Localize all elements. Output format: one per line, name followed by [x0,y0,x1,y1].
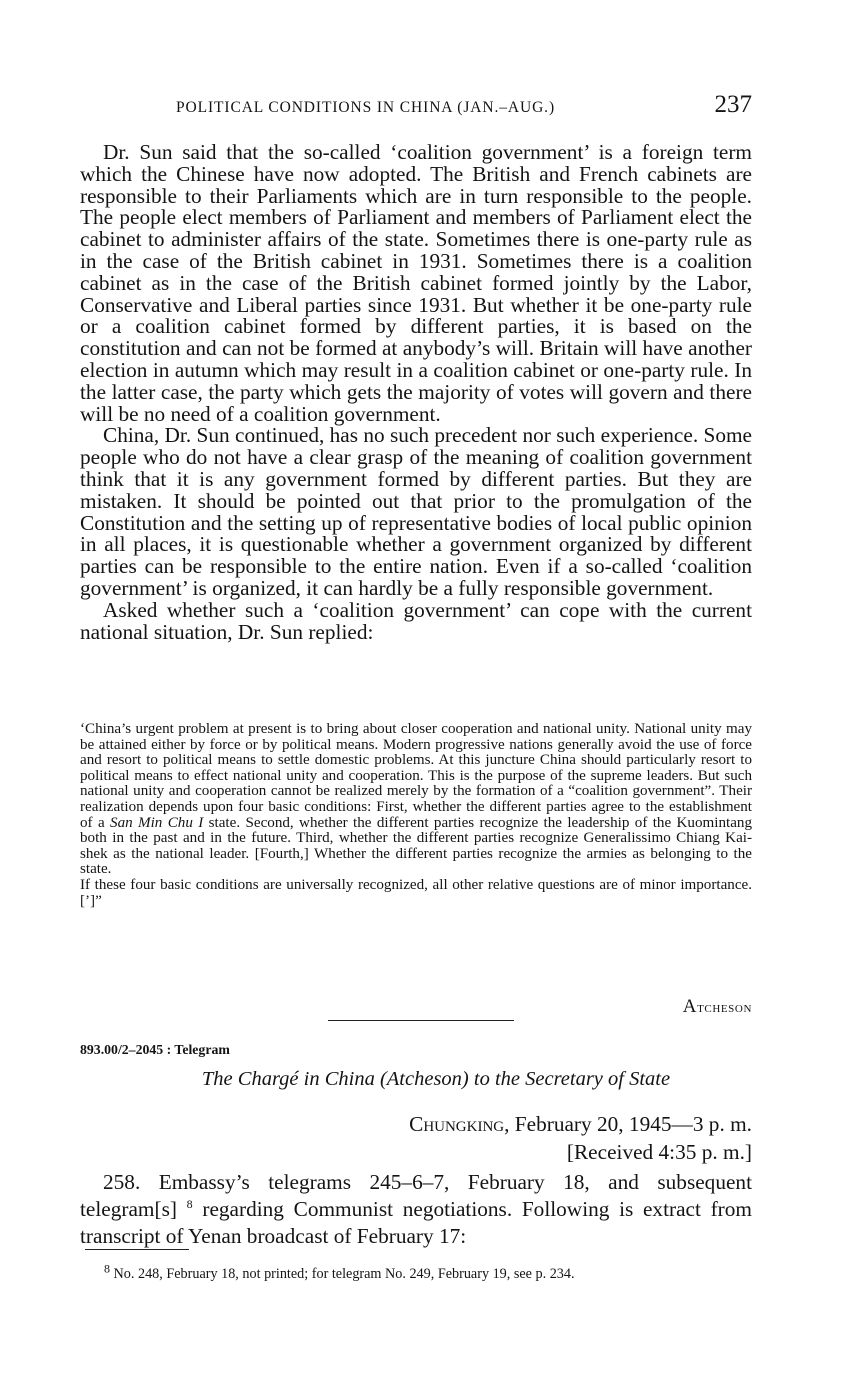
footnote-text: No. 248, February 18, not printed; for telegram No. 249, February 19, see p. 234. [110,1266,575,1282]
file-reference: 893.00/2–2045 : Telegram [80,1042,230,1057]
running-head [80,93,752,127]
paragraph-sun-reply-intro: Asked whether such a ‘coalition government’ can cope with the current national situation, Dr. Sun replied: [80,597,752,644]
paragraph-coalition-definition: Dr. Sun said that the so-called ‘coalition government’ is a foreign term which the Chinese have now adopted. The British and French cabinets are responsible to their Parliaments which are in turn responsible to the people. The people elect members of Parliament and members of Parliament elect the cabinet to administer affairs of the state. Sometimes there is one-party rule as in the case of the British cabinet in 1931. Sometimes there is a coalition cabinet as in the case of the British cabinet formed jointly by the Labor, Conservative and Liberal parties since 1931. But whether it be one-party rule or a coalition cabinet formed by different parties, it is based on the constitution and can not be formed at anybody’s will. Britain will have another election in autumn which may result in a coalition cabinet or one-party rule. In the latter case, the party which gets the majority of votes will govern and there will be no need of a coalition government. [80,140,752,426]
dateline-place: Chungking [409,1112,505,1136]
telegram-body [80,1169,752,1250]
footnote-reference: 8 [186,1196,193,1211]
quote-text-part2: state. Second, whether the different parties recognize the leadership of the Kuomintang both in the past and in the future. Third, whether the different parties recognize Generalissimo Chiang Kai-shek as the national leader. [Fourth,] Whether the different parties recognize the armies as belonging to the state. [80,814,752,878]
quote-closing: If these four basic conditions are universally recognized, all other relative questions are of minor importance.[’]” [80,876,752,909]
page-number: 237 [714,91,752,118]
block-quote [80,722,752,909]
dateline-received: [Received 4:35 p. m.] [566,1140,752,1164]
quote-text-part1: ‘China’s urgent problem at present is to bring about closer cooperation and national unity. National unity may be attained either by force or by political means. Modern progressive nations generally avoid the use of force and resort to political means to settle domestic problems. At this juncture China should particularly resort to political means to effect national unity and cooperation. This is the purpose of the supreme leaders. But such national unity and cooperation cannot be realized merely by the formation of a “coalition government”. Their realization depends upon four basic conditions: First, whether the different parties agree to the establishment of a [80,721,752,831]
dateline [409,1110,752,1166]
footnote-marker: 8 [104,1261,110,1276]
quote-italic-term: San Min Chu I [110,814,204,831]
signature: Atcheson [682,996,752,1017]
dateline-date: , February 20, 1945—3 p. m. [504,1112,752,1136]
running-head-title: POLITICAL CONDITIONS IN CHINA (JAN.–AUG.) [176,99,556,116]
body-text [80,142,752,643]
dateline-place-date [409,1110,752,1138]
paragraph-china-precedent: China, Dr. Sun continued, has no such precedent nor such experience. Some people who do not have a clear grasp of the meaning of coalition government think that it is any government formed by different parties. But they are mistaken. It should be pointed out that prior to the promulgation of the Constitution and the setting up of representative bodies of local public opinion in all places, it is questionable whether a government organized by different parties can be responsible to the entire nation. Even if a so-called ‘coalition government’ is organized, it can hardly be a fully responsible government. [80,423,752,600]
section-divider [328,1020,514,1021]
footnote [104,1261,575,1283]
quote-paragraph [80,722,752,878]
telegram-text-before-note: 258. Embassy’s telegrams 245–6–7, February 18, and subsequent telegram[s] [80,1170,752,1221]
telegram-text-after-note: regarding Communist negotiations. Following is extract from transcript of Yenan broadcast of February 17: [80,1197,752,1248]
document-title: The Chargé in China (Atcheson) to the Secretary of State [201,1068,671,1090]
telegram-paragraph [80,1169,752,1250]
footnote-divider [85,1249,189,1250]
